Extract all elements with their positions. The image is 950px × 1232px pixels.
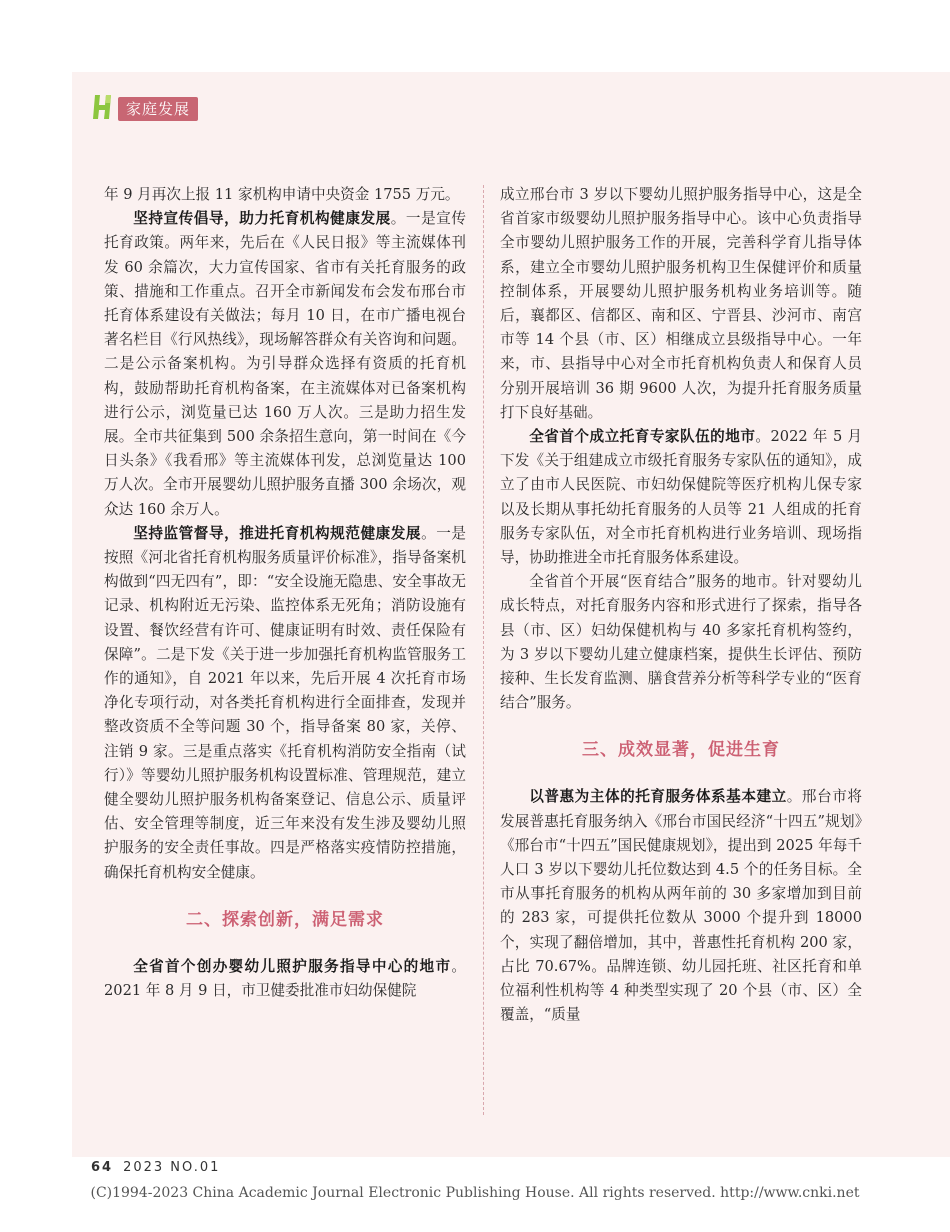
bold-lead: 以普惠为主体的托育服务体系基本建立: [529, 788, 787, 806]
section-heading: 三、成效显著，促进生育: [582, 740, 780, 761]
bold-lead: 全省首个创办婴幼儿照护服务指导中心的地市: [133, 957, 452, 975]
paragraph: 成立邢台市 3 岁以下婴幼儿照护服务指导中心，这是全省首家市级婴幼儿照护服务指导中心。该中心负责指导全市婴幼儿照护服务工作的开展，完善科学育儿指导体系，建立全市婴幼儿照护服务机构卫生保健评价和质量控制体系，开展婴幼儿照护服务机构业务培训等。随后，襄都区、信都区、南和区、宁晋县、沙河市、南宫市等 14 个县（市、区）相继成立县级指导中心。一年来，市、县指导中心对全市托育机构负责人和保育人员分别开展培训 36 期 9600 人次，为提升托育服务质量打下良好基础。: [500, 186, 862, 421]
paragraph: 年 9 月再次上报 11 家机构申请中央资金 1755 万元。: [104, 186, 460, 203]
left-column: [104, 183, 466, 1003]
bold-lead: 坚持宣传倡导，助力托育机构健康发展: [133, 210, 391, 228]
bold-lead: 坚持监管督导，推进托育机构规范健康发展: [133, 524, 422, 542]
section-tag: 家庭发展: [118, 97, 198, 121]
magazine-logo-icon: [92, 93, 114, 121]
paragraph: 坚持宣传倡导，助力托育机构健康发展。一是宣传托育政策。两年来，先后在《人民日报》等主流媒体刊发 60 余篇次，大力宣传国家、省市有关托育服务的政策、措施和工作重点。召开全市新闻发布会发布邢台市托育体系建设有关做法；每月 10 日，在市广播电视台著名栏目《行风热线》，现场解答群众有关咨询和问题。二是公示备案机构。为引导群众选择有资质的托育机构，鼓励帮助托育机构备案，在主流媒体对已备案机构进行公示，浏览量已达 160 万人次。三是助力招生发展。全市共征集到 500 余条招生意向，第一时间在《今日头条》《我看邢》等主流媒体刊发，总浏览量达 100 万人次。全市开展婴幼儿照护服务直播 300 余场次，观众达 160 余万人。: [104, 210, 466, 518]
issue-label: 2023 NO.01: [123, 1160, 221, 1175]
copyright-notice: (C)1994-2023 China Academic Journal Electronic Publishing House. All rights reserved. http://www.cnki.net: [90, 1185, 860, 1201]
bold-lead: 全省首个成立托育专家队伍的地市: [529, 428, 756, 446]
paragraph: 全省首个成立托育专家队伍的地市。2022 年 5 月下发《关于组建成立市级托育服务专家队伍的通知》，成立了由市人民医院、市妇幼保健院等医疗机构儿保专家以及长期从事托幼托育服务的人员等 21 人组成的托育服务专家队伍，对全市托育机构进行业务培训、现场指导，协助推进全市托育服务体系建设。: [500, 428, 862, 567]
column-divider: [483, 185, 484, 1115]
page-number: 64: [91, 1160, 114, 1175]
paragraph: 坚持监管督导，推进托育机构规范健康发展。一是按照《河北省托育机构服务质量评价标准》，指导备案机构做到“四无四有”，即：“安全设施无隐患、安全事故无记录、机构附近无污染、监控体系无死角；消防设施有设置、餐饮经营有许可、健康证明有时效、责任保险有保障”。二是下发《关于进一步加强托育机构监管服务工作的通知》，自 2021 年以来，先后开展 4 次托育市场净化专项行动，对各类托育机构进行全面排查，发现并整改资质不全等问题 30 个，指导备案 80 家，关停、注销 9 家。三是重点落实《托育机构消防安全指南（试行）》等婴幼儿照护服务机构设置标准、管理规范，建立健全婴幼儿照护服务机构备案登记、信息公示、质量评估、安全管理等制度，近三年来没有发生涉及婴幼儿照护服务的安全责任事故。四是严格落实疫情防控措施，确保托育机构安全健康。: [104, 524, 466, 881]
paragraph: 全省首个创办婴幼儿照护服务指导中心的地市。2021 年 8 月 9 日，市卫健委批准市妇幼保健院: [104, 957, 466, 1000]
right-column: [500, 183, 862, 1028]
page-footer: [91, 1160, 220, 1175]
paragraph: 全省首个开展“医育结合”服务的地市。针对婴幼儿成长特点，对托育服务内容和形式进行了探索，指导各县（市、区）妇幼保健机构与 40 多家托育机构签约，为 3 岁以下婴幼儿建立健康档案，提供生长评估、预防接种、生长发育监测、膳食营养分析等科学专业的“医育结合”服务。: [500, 573, 862, 712]
paragraph: 以普惠为主体的托育服务体系基本建立。邢台市将发展普惠托育服务纳入《邢台市国民经济“十四五”规划》《邢台市“十四五”国民健康规划》，提出到 2025 年每千人口 3 岁以下婴幼儿托位数达到 4.5 个的任务目标。全市从事托育服务的机构从两年前的 30 多家增加到目前的 283 家，可提供托位数从 3000 个提升到 18000 个，实现了翻倍增加，其中，普惠性托育机构 200 家，占比 70.67%。品牌连锁、幼儿园托班、社区托育和单位福利性机构等 4 种类型实现了 20 个县（市、区）全覆盖，“质量: [500, 788, 862, 1024]
section-heading: 二、探索创新，满足需求: [186, 909, 384, 930]
